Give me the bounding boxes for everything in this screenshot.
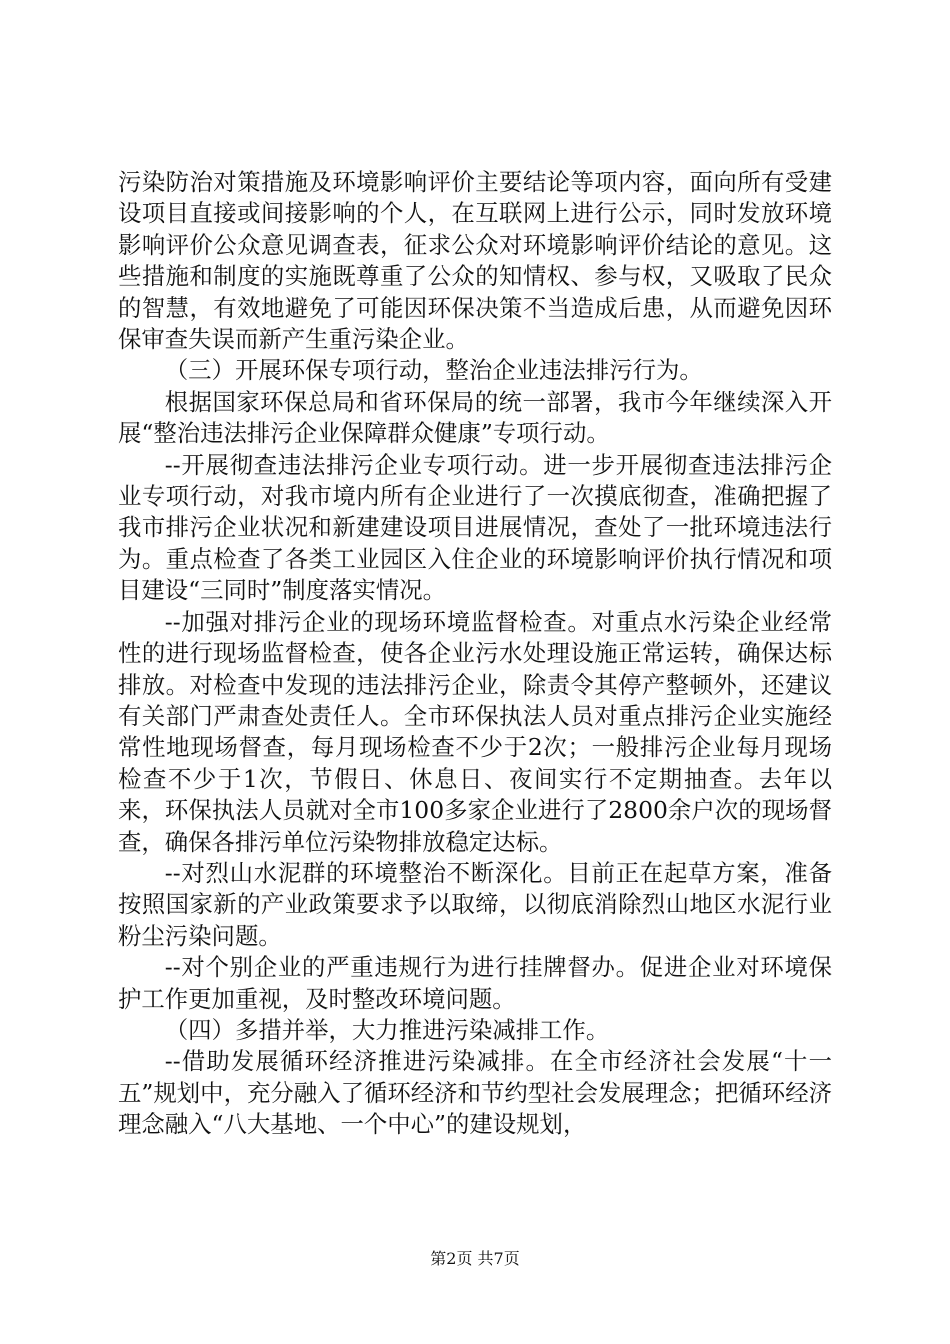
- paragraph-1: 污染防治对策措施及环境影响评价主要结论等项内容，面向所有受建设项目直接或间接影响的个人，在互联网上进行公示，同时发放环境影响评价公众意见调查表，征求公众对环境影响评价结论的意见。这些措施和制度的实施既尊重了公众的知情权、参与权，又吸取了民众的智慧，有效地避免了可能因环保决策不当造成后患，从而避免因环保审查失误而新产生重污染企业。: [118, 168, 832, 354]
- section-heading-3: （三）开展环保专项行动，整治企业违法排污行为。: [164, 356, 703, 385]
- document-body: [118, 167, 832, 1141]
- paragraph-9: --借助发展循环经济推进污染减排。在全市经济社会发展“十一五”规划中，充分融入了循环经济和节约型社会发展理念；把循环经济理念融入“八大基地、一个中心”的建设规划，: [118, 1047, 832, 1139]
- paragraph-6: --对烈山水泥群的环境整治不断深化。目前正在起草方案，准备按照国家新的产业政策要求予以取缔，以彻底消除烈山地区水泥行业粉尘污染问题。: [118, 858, 832, 950]
- paragraph-4: --开展彻查违法排污企业专项行动。进一步开展彻查违法排污企业专项行动，对我市境内所有企业进行了一次摸底彻查，准确把握了我市排污企业状况和新建建设项目进展情况，查处了一批环境违法行为。重点检查了各类工业园区入住企业的环境影响评价执行情况和项目建设“三同时”制度落实情况。: [118, 450, 832, 605]
- section-heading-4: （四）多措并举，大力推进污染减排工作。: [164, 1015, 610, 1044]
- paragraph-5: --加强对排污企业的现场环境监督检查。对重点水污染企业经常性的进行现场监督检查，使各企业污水处理设施正常运转，确保达标排放。对检查中发现的违法排污企业，除责令其停产整顿外，还建议有关部门严肃查处责任人。全市环保执法人员对重点排污企业实施经常性地现场督查，每月现场检查不少于2次；一般排污企业每月现场检查不少于1次，节假日、休息日、夜间实行不定期抽查。去年以来，环保执法人员就对全市100多家企业进行了2800余户次的现场督查，确保各排污单位污染物排放稳定达标。: [118, 607, 832, 856]
- page-number-footer: 第2页 共7页: [430, 1249, 520, 1268]
- paragraph-7: --对个别企业的严重违规行为进行挂牌督办。促进企业对环境保护工作更加重视，及时整改环境问题。: [118, 953, 832, 1013]
- paragraph-3: 根据国家环保总局和省环保局的统一部署，我市今年继续深入开展“整治违法排污企业保障群众健康”专项行动。: [118, 387, 832, 448]
